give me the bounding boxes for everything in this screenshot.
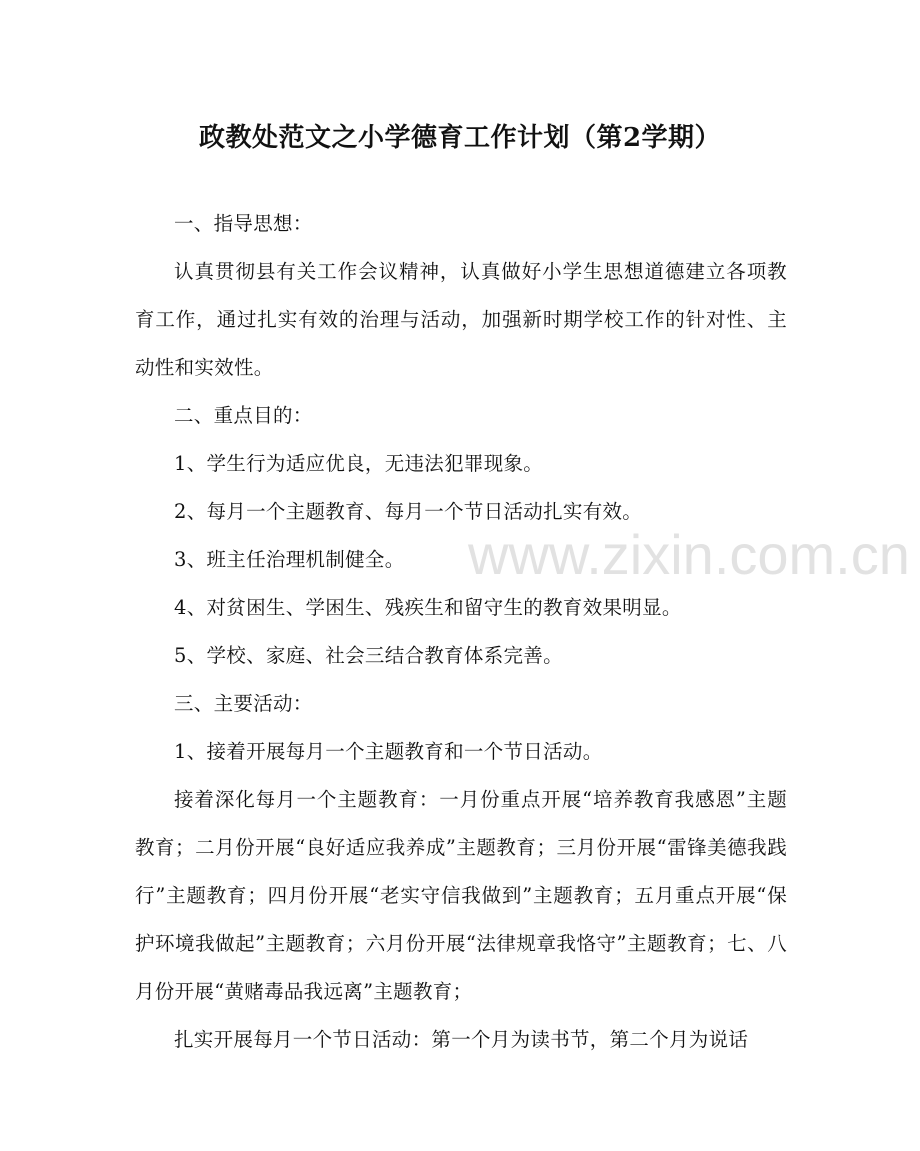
paragraph-monthly-themes: 接着深化每月一个主题教育：一月份重点开展“培养教育我感恩”主题教育；二月份开展“良好适应我养成”主题教育；三月份开展“雷锋美德我践行”主题教育；四月份开展“老实守信我做到”主题教育；五月重点开展“保护环境我做起”主题教育；六月份开展“法律规章我恪守”主题教育；七、八月份开展“黄赌毒品我远离”主题教育；	[135, 788, 787, 1003]
goal-item-1: 1、学生行为适应优良，无违法犯罪现象。	[174, 452, 544, 475]
section-heading-guiding-ideology: 一、指导思想：	[174, 212, 313, 235]
goal-item-3: 3、班主任治理机制健全。	[174, 548, 405, 571]
paragraph-monthly-festivals: 扎实开展每月一个节日活动：第一个月为读书节，第二个月为说话	[174, 1028, 749, 1051]
activity-item-1: 1、接着开展每月一个主题教育和一个节日活动。	[174, 740, 603, 763]
section-heading-main-activities: 三、主要活动：	[174, 692, 313, 715]
section-heading-key-goals: 二、重点目的：	[174, 404, 313, 427]
document-body	[135, 200, 787, 1064]
document-title: 政教处范文之小学德育工作计划（第2学期）	[198, 123, 722, 153]
goal-item-2: 2、每月一个主题教育、每月一个节日活动扎实有效。	[174, 500, 643, 523]
goal-item-5: 5、学校、家庭、社会三结合教育体系完善。	[174, 644, 563, 667]
paragraph-guiding-ideology: 认真贯彻县有关工作会议精神，认真做好小学生思想道德建立各项教育工作，通过扎实有效的治理与活动，加强新时期学校工作的针对性、主动性和实效性。	[135, 260, 787, 379]
watermark: www.zixin.com.cn	[468, 523, 910, 586]
goal-item-4: 4、对贫困生、学困生、残疾生和留守生的教育效果明显。	[174, 596, 682, 619]
